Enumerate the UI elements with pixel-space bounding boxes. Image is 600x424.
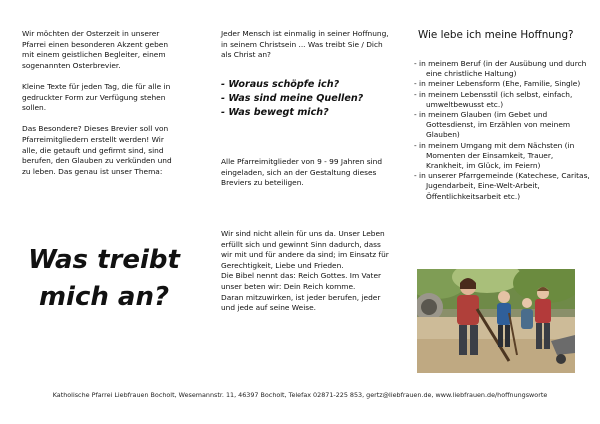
main-title-line-1: Was treibt <box>28 245 180 275</box>
children-gardening-photo <box>417 269 575 373</box>
middle-column <box>221 29 391 71</box>
question-list <box>221 78 391 119</box>
hope-list-item: - in meinem Umgang mit dem Nächsten (in Momenten der Einsamkeit, Trauer, Krankheit, im Glück, im Feiern) <box>414 140 575 171</box>
hope-list <box>412 59 592 202</box>
intro-column <box>22 29 180 188</box>
question-item: - Was sind meine Quellen? <box>221 92 364 104</box>
footer-contact: Katholische Pfarrei Liebfrauen Bocholt, Wesemannstr. 11, 46397 Bocholt, Telefax 02871-225 853, gertz@liebfrauen.de, www.liebfrauen.de/hoffnungsworte <box>52 391 548 399</box>
invitation-text: Alle Pfarreimitglieder von 9 - 99 Jahren sind eingeladen, sich an der Gestaltung dieses Breviers zu beteiligen. <box>221 157 383 188</box>
not-alone-text <box>221 229 391 314</box>
question-item: - Was bewegt mich? <box>221 106 329 118</box>
question-item: - Woraus schöpfe ich? <box>221 79 340 90</box>
hope-list-item: - in unserer Pfarrgemeinde (Katechese, Caritas, Jugendarbeit, Eine-Welt-Arbeit, Öffentlichkeitsarbeit etc.) <box>414 171 590 201</box>
hope-list-item: - in meinem Lebensstil (ich selbst, einfach, umweltbewusst etc.) <box>414 89 573 109</box>
not-alone-paragraph-1: Wir sind nicht allein für uns da. Unser Leben erfüllt sich und gewinnt Sinn dadurch, dass wir mit und für andere da sind; im Einsatz für Gerechtigkeit, Liebe und Frieden. <box>221 229 389 270</box>
main-title-line-2: mich an? <box>38 282 170 312</box>
hope-heading: Wie lebe ich meine Hoffnung? <box>418 29 574 41</box>
intro-paragraph-2: Kleine Texte für jeden Tag, die für alle in gedruckter Form zur Verfügung stehen sollen. <box>22 81 171 113</box>
hope-list-item: - in meinem Glauben (im Gebet und Gottesdienst, im Erzählen von meinem Glauben) <box>414 110 571 140</box>
not-alone-paragraph-2: Die Bibel nennt das: Reich Gottes. Im Vater unser beten wir: Dein Reich komme. <box>221 271 382 291</box>
middle-paragraph-1: Jeder Mensch ist einmalig in seiner Hoffnung, in seinem Christsein ... Was treibt Sie / Dich als Christ an? <box>221 29 389 60</box>
main-title <box>20 242 188 316</box>
hope-list-item: - in meiner Lebensform (Ehe, Familie, Single) <box>414 79 581 89</box>
not-alone-paragraph-3: Daran mitzuwirken, ist jeder berufen, jeder und jede auf seine Weise. <box>221 292 381 313</box>
intro-paragraph-1: Wir möchten der Osterzeit in unserer Pfarrei einen besonderen Akzent geben mit einem geistlichen Begleiter, einem sogenannten Osterbrevier. <box>22 29 169 70</box>
hope-column <box>412 29 592 202</box>
hope-list-item: - in meinem Beruf (in der Ausübung und durch eine christliche Haltung) <box>414 59 587 79</box>
intro-paragraph-3: Das Besondere? Dieses Brevier soll von Pfarreimitgliedern erstellt werden! Wir alle, die getauft und gefirmt sind, sind berufen, den Glauben zu verkünden und zu leben. Das genau ist unser Thema: <box>22 124 172 176</box>
